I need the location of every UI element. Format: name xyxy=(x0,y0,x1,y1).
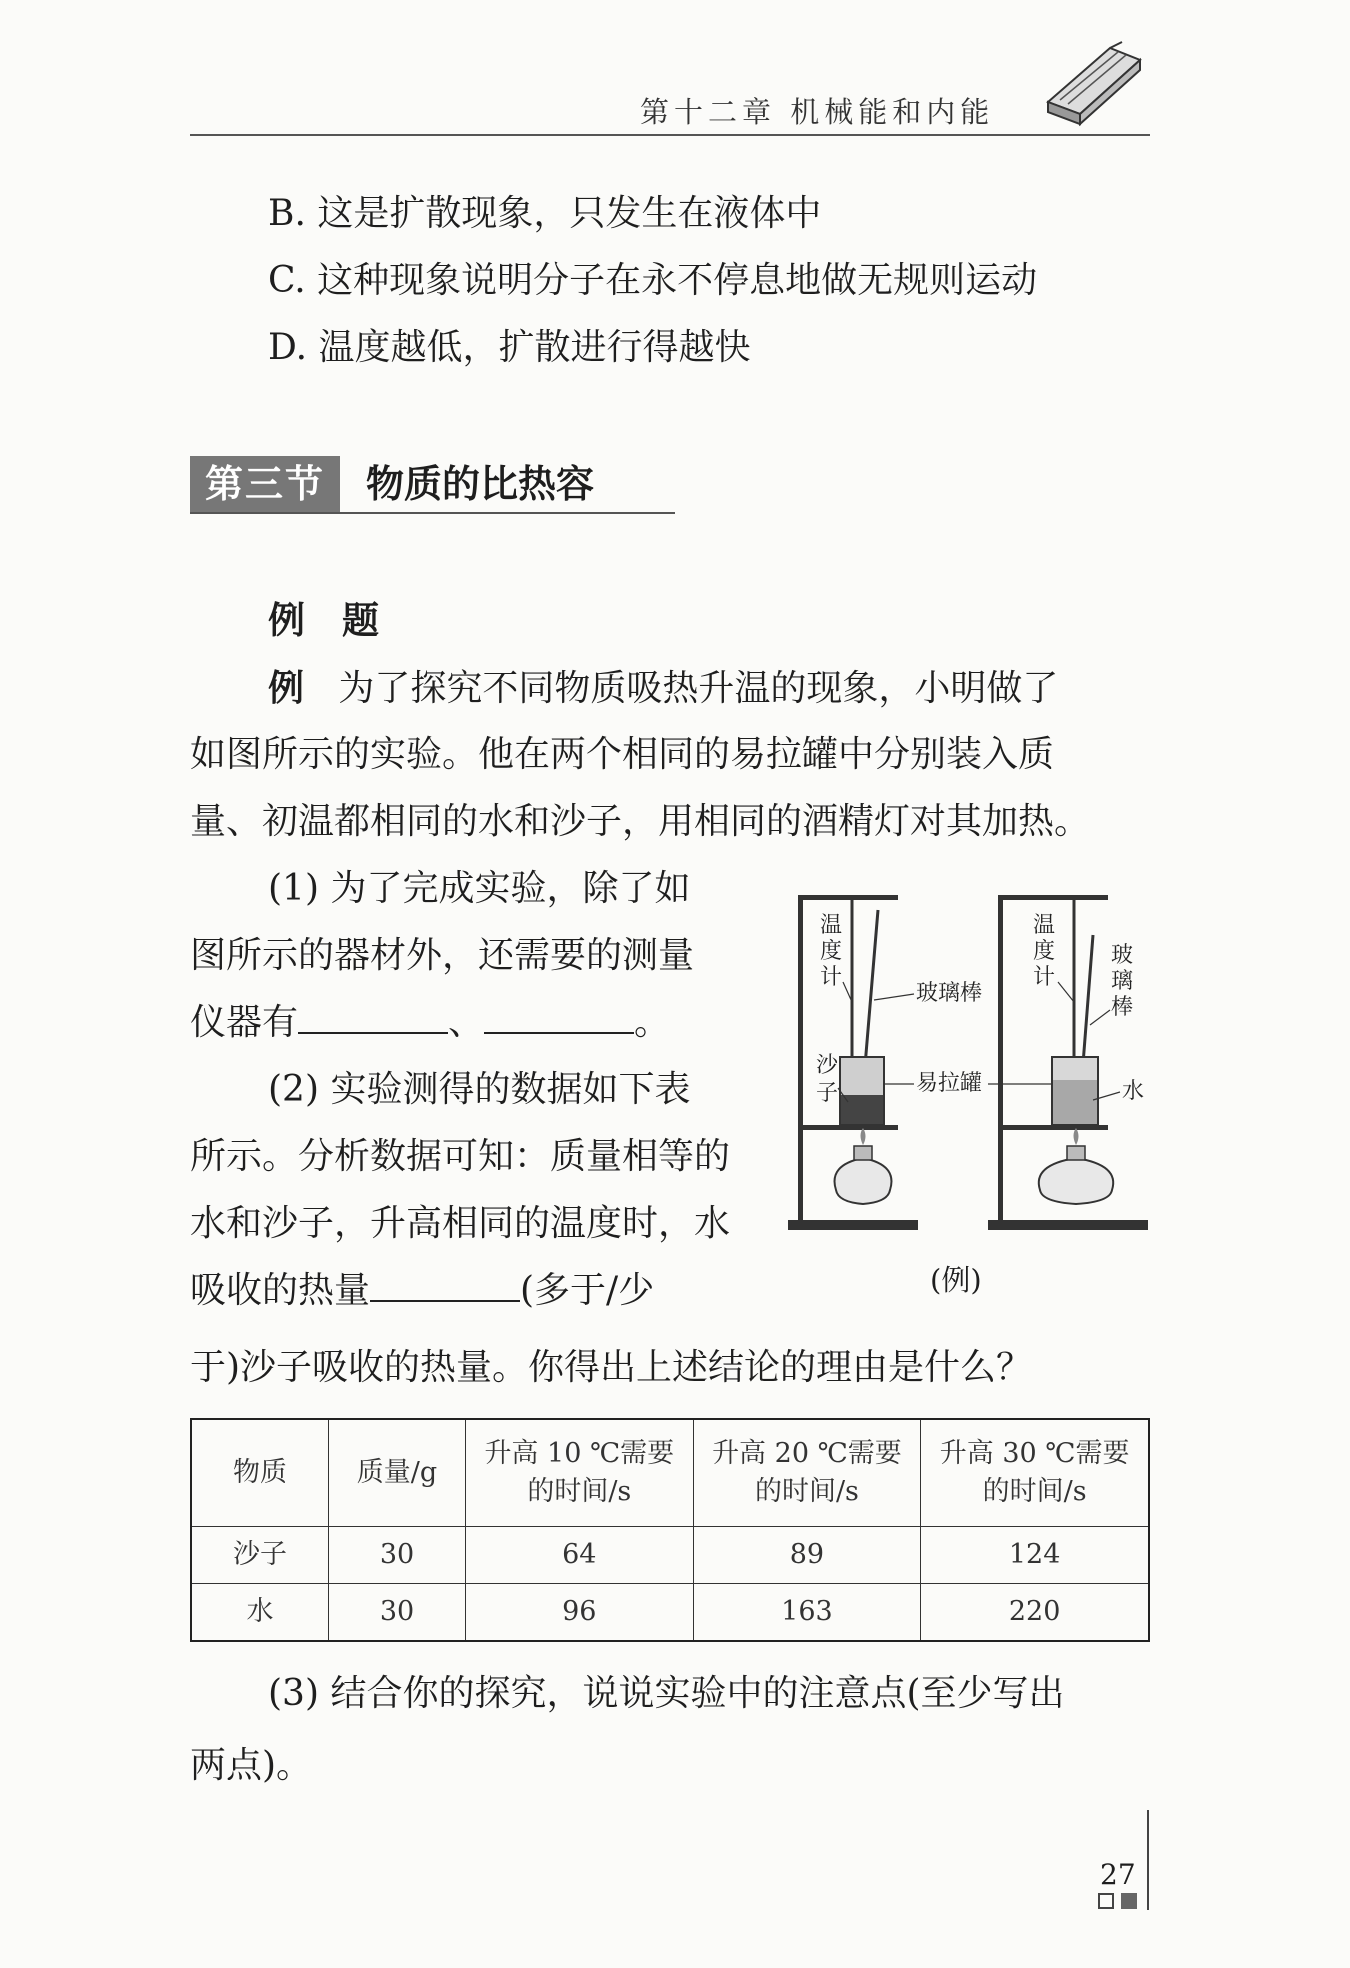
apparatus-figure xyxy=(788,890,1148,1240)
data-table xyxy=(190,1418,1150,1642)
example-line-2: 如图所示的实验。他在两个相同的易拉罐中分别装入质 xyxy=(190,734,1055,775)
example-heading: 例 题 xyxy=(268,598,379,642)
right-alcohol-lamp xyxy=(1039,1158,1113,1204)
header-substance: 物质 xyxy=(191,1419,329,1527)
q2-line-1: (2) 实验测得的数据如下表 xyxy=(268,1069,691,1110)
section-number: 第三节 xyxy=(190,456,340,512)
section-rule xyxy=(190,512,675,514)
page-marker-square-filled xyxy=(1121,1893,1137,1909)
q3-line-1: (3) 结合你的探究，说说实验中的注意点(至少写出 xyxy=(268,1673,1065,1714)
label-thermometer-left-1: 温 xyxy=(820,913,843,938)
table-cell: 124 xyxy=(921,1527,1149,1584)
header-mass: 质量/g xyxy=(329,1419,466,1527)
water xyxy=(1053,1080,1097,1124)
figure-caption: (例) xyxy=(930,1263,982,1297)
label-thermometer-right-2: 度 xyxy=(1033,939,1056,964)
q2-choice: (多于/少 xyxy=(520,1270,655,1311)
sand xyxy=(841,1095,883,1124)
table-cell: 水 xyxy=(191,1584,329,1642)
page-marker-square-outline xyxy=(1098,1893,1114,1909)
table-cell: 96 xyxy=(466,1584,694,1642)
label-water: 水 xyxy=(1122,1079,1145,1104)
right-top-bar xyxy=(998,895,1108,900)
left-stand-pole xyxy=(798,895,803,1230)
label-rod-right-3: 棒 xyxy=(1111,995,1134,1020)
table-cell: 64 xyxy=(466,1527,694,1584)
option-c: C. 这种现象说明分子在永不停息地做无规则运动 xyxy=(268,260,1038,301)
label-rod-right-1: 玻 xyxy=(1111,943,1134,968)
label-sand-2: 子 xyxy=(816,1081,839,1106)
left-alcohol-lamp xyxy=(835,1158,892,1204)
left-top-bar xyxy=(798,895,898,900)
section-title: 物质的比热容 xyxy=(366,461,595,506)
q1-blank-2[interactable] xyxy=(484,1002,634,1034)
header-30c: 升高 30 ℃需要 的时间/s xyxy=(921,1419,1149,1527)
page-number-rule xyxy=(1147,1810,1149,1910)
q1-line-1: (1) 为了完成实验，除了如 xyxy=(268,868,691,909)
q1-text: 仪器有 xyxy=(190,1002,299,1043)
q2-line-3: 水和沙子，升高相同的温度时，水 xyxy=(190,1203,731,1244)
q2-text: 吸收的热量 xyxy=(190,1270,371,1311)
q1-separator: 、 xyxy=(448,1002,485,1043)
right-stand-pole xyxy=(998,895,1003,1230)
table-cell: 30 xyxy=(329,1527,466,1584)
q2-line-2: 所示。分析数据可知：质量相等的 xyxy=(190,1136,731,1177)
q2-line-4 xyxy=(190,1269,654,1313)
example-label: 例 xyxy=(268,667,305,709)
header-20c: 升高 20 ℃需要 的时间/s xyxy=(693,1419,921,1527)
table-header-row xyxy=(191,1419,1149,1527)
header-rule xyxy=(190,134,1150,136)
table-cell: 220 xyxy=(921,1584,1149,1642)
example-line-3: 量、初温都相同的水和沙子，用相同的酒精灯对其加热。 xyxy=(190,801,1091,842)
book-icon xyxy=(1040,40,1150,130)
option-b: B. 这是扩散现象，只发生在液体中 xyxy=(268,193,822,234)
q1-line-3 xyxy=(190,1001,670,1045)
running-head: 第十二章 机械能和内能 xyxy=(640,95,995,129)
q2-line-5: 于)沙子吸收的热量。你得出上述结论的理由是什么？ xyxy=(190,1347,1033,1388)
table-cell: 89 xyxy=(693,1527,921,1584)
left-flame xyxy=(861,1128,866,1145)
q1-blank-1[interactable] xyxy=(298,1002,448,1034)
table-row xyxy=(191,1527,1149,1584)
table-cell: 30 xyxy=(329,1584,466,1642)
label-can: 易拉罐 xyxy=(916,1071,983,1096)
table-cell: 沙子 xyxy=(191,1527,329,1584)
label-thermometer-left-3: 计 xyxy=(820,965,843,990)
q1-line-2: 图所示的器材外，还需要的测量 xyxy=(190,935,695,976)
option-d: D. 温度越低，扩散进行得越快 xyxy=(268,327,751,368)
q1-end: 。 xyxy=(634,1002,671,1043)
label-rod-right-2: 璃 xyxy=(1111,969,1134,994)
right-flame xyxy=(1074,1128,1079,1145)
page-number: 27 xyxy=(1100,1858,1136,1891)
header-10c: 升高 10 ℃需要 的时间/s xyxy=(466,1419,694,1527)
q3-line-2: 两点)。 xyxy=(190,1745,313,1786)
label-sand-1: 沙 xyxy=(816,1053,839,1078)
label-rod-left: 玻璃棒 xyxy=(916,981,983,1006)
label-thermometer-right-3: 计 xyxy=(1033,965,1056,990)
q2-blank[interactable] xyxy=(370,1270,520,1302)
table-row xyxy=(191,1584,1149,1642)
label-thermometer-right-1: 温 xyxy=(1033,913,1056,938)
example-text-1: 为了探究不同物质吸热升温的现象，小明做了 xyxy=(338,668,1059,709)
label-thermometer-left-2: 度 xyxy=(820,939,843,964)
right-base xyxy=(988,1220,1148,1230)
table-cell: 163 xyxy=(693,1584,921,1642)
left-base xyxy=(788,1220,918,1230)
example-line-1 xyxy=(268,666,1058,711)
